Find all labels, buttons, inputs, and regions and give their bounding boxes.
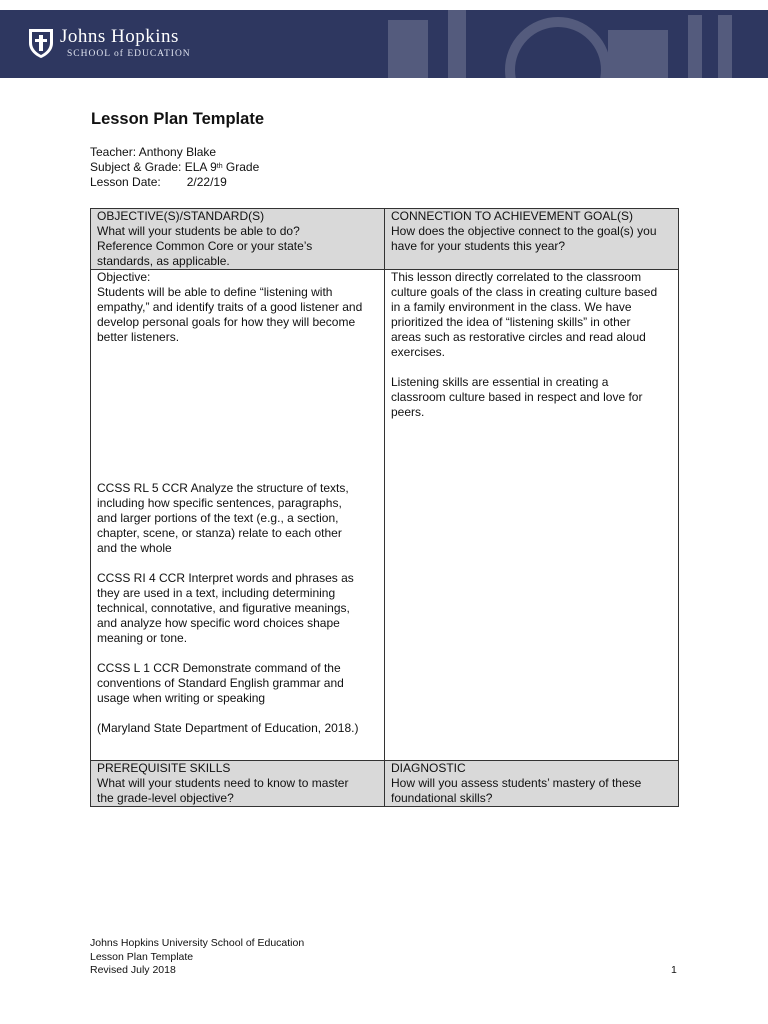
subject-sup: th bbox=[216, 163, 223, 170]
document-title: Lesson Plan Template bbox=[91, 110, 264, 128]
connection-line: This lesson directly correlated to the classroom bbox=[391, 270, 642, 284]
date-value: 2/22/19 bbox=[186, 175, 227, 189]
ccss-rl-line: including how specific sentences, paragraphs, bbox=[97, 496, 342, 510]
page-footer bbox=[90, 937, 304, 978]
connection-line: exercises. bbox=[391, 345, 446, 359]
subject-prefix: Subject & Grade: ELA 9 bbox=[90, 160, 217, 174]
diagnostic-header-line: DIAGNOSTIC bbox=[391, 761, 466, 775]
connection-line: areas such as restorative circles and read aloud bbox=[391, 330, 646, 344]
connection-line: peers. bbox=[391, 405, 425, 419]
ccss-rl-line: CCSS RL 5 CCR Analyze the structure of texts, bbox=[97, 481, 349, 495]
lesson-plan-table bbox=[90, 208, 679, 807]
date-line bbox=[90, 175, 259, 190]
prerequisite-header-line: PREREQUISITE SKILLS bbox=[97, 761, 231, 775]
objective-line: develop personal goals for how they will become bbox=[97, 315, 356, 329]
brand-school: SCHOOL of EDUCATION bbox=[67, 49, 191, 59]
ccss-l-line: conventions of Standard English grammar and bbox=[97, 676, 344, 690]
table-row bbox=[91, 209, 679, 270]
ccss-rl-line: and larger portions of the text (e.g., a section, bbox=[97, 511, 339, 525]
prerequisite-header-line: What will your students need to know to master bbox=[97, 776, 349, 790]
objective-line: empathy,” and identify traits of a good listener and bbox=[97, 300, 363, 314]
footer-line: Revised July 2018 bbox=[90, 964, 176, 976]
connection-header-line: How does the objective connect to the goal(s) you bbox=[391, 224, 657, 238]
objectives-header-line: Reference Common Core or your state’s bbox=[97, 239, 313, 253]
table-row bbox=[91, 270, 679, 761]
ccss-rl-line: and the whole bbox=[97, 541, 172, 555]
footer-line: Lesson Plan Template bbox=[90, 950, 194, 963]
date-label: Lesson Date: bbox=[90, 175, 161, 189]
objectives-header-cell bbox=[91, 209, 385, 270]
connection-header-line: CONNECTION TO ACHIEVEMENT GOAL(S) bbox=[391, 209, 634, 223]
ccss-l-line: CCSS L 1 CCR Demonstrate command of the bbox=[97, 661, 341, 675]
lesson-meta bbox=[90, 145, 259, 190]
connection-content-cell bbox=[385, 270, 679, 761]
citation: (Maryland State Department of Education, 2018.) bbox=[97, 721, 359, 735]
connection-header-line: have for your students this year? bbox=[391, 239, 566, 253]
ccss-ri-line: meaning or tone. bbox=[97, 631, 188, 645]
ccss-ri-line: and analyze how specific word choices shape bbox=[97, 616, 340, 630]
connection-line: in a family environment in the class. We have bbox=[391, 300, 632, 314]
header-banner bbox=[0, 10, 768, 78]
university-shield-icon bbox=[28, 27, 54, 59]
ccss-l-line: usage when writing or speaking bbox=[97, 691, 266, 705]
objectives-header-line: standards, as applicable. bbox=[97, 254, 230, 268]
objectives-content-cell bbox=[91, 270, 385, 761]
subject-suffix: Grade bbox=[222, 160, 260, 174]
connection-line: classroom culture based in respect and love for bbox=[391, 390, 643, 404]
teacher-line: Teacher: Anthony Blake bbox=[90, 145, 217, 159]
objectives-header-line: What will your students be able to do? bbox=[97, 224, 300, 238]
subject-line bbox=[90, 160, 259, 175]
connection-line: prioritized the idea of “listening skills” in other bbox=[391, 315, 631, 329]
ccss-ri-line: technical, connotative, and figurative meanings, bbox=[97, 601, 350, 615]
objectives-header-line: OBJECTIVE(S)/STANDARD(S) bbox=[97, 209, 265, 223]
page-number: 1 bbox=[671, 964, 677, 976]
table-row bbox=[91, 761, 679, 807]
diagnostic-header-cell bbox=[385, 761, 679, 807]
ccss-rl-line: chapter, scene, or stanza) relate to each other bbox=[97, 526, 342, 540]
connection-line: Listening skills are essential in creating a bbox=[391, 375, 609, 389]
objective-line: Students will be able to define “listening with bbox=[97, 285, 333, 299]
objective-line: better listeners. bbox=[97, 330, 180, 344]
diagnostic-header-line: foundational skills? bbox=[391, 791, 493, 805]
connection-header-cell bbox=[385, 209, 679, 270]
jhu-logo bbox=[28, 27, 191, 59]
campus-building-graphic bbox=[348, 10, 768, 78]
diagnostic-header-line: How will you assess students’ mastery of these bbox=[391, 776, 642, 790]
objective-heading: Objective: bbox=[97, 270, 151, 284]
prerequisite-header-cell bbox=[91, 761, 385, 807]
brand-name: Johns Hopkins bbox=[60, 26, 179, 47]
ccss-ri-line: they are used in a text, including determining bbox=[97, 586, 336, 600]
connection-line: culture goals of the class in creating culture based bbox=[391, 285, 658, 299]
footer-line: Johns Hopkins University School of Education bbox=[90, 937, 305, 949]
ccss-ri-line: CCSS RI 4 CCR Interpret words and phrases as bbox=[97, 571, 354, 585]
prerequisite-header-line: the grade-level objective? bbox=[97, 791, 234, 805]
